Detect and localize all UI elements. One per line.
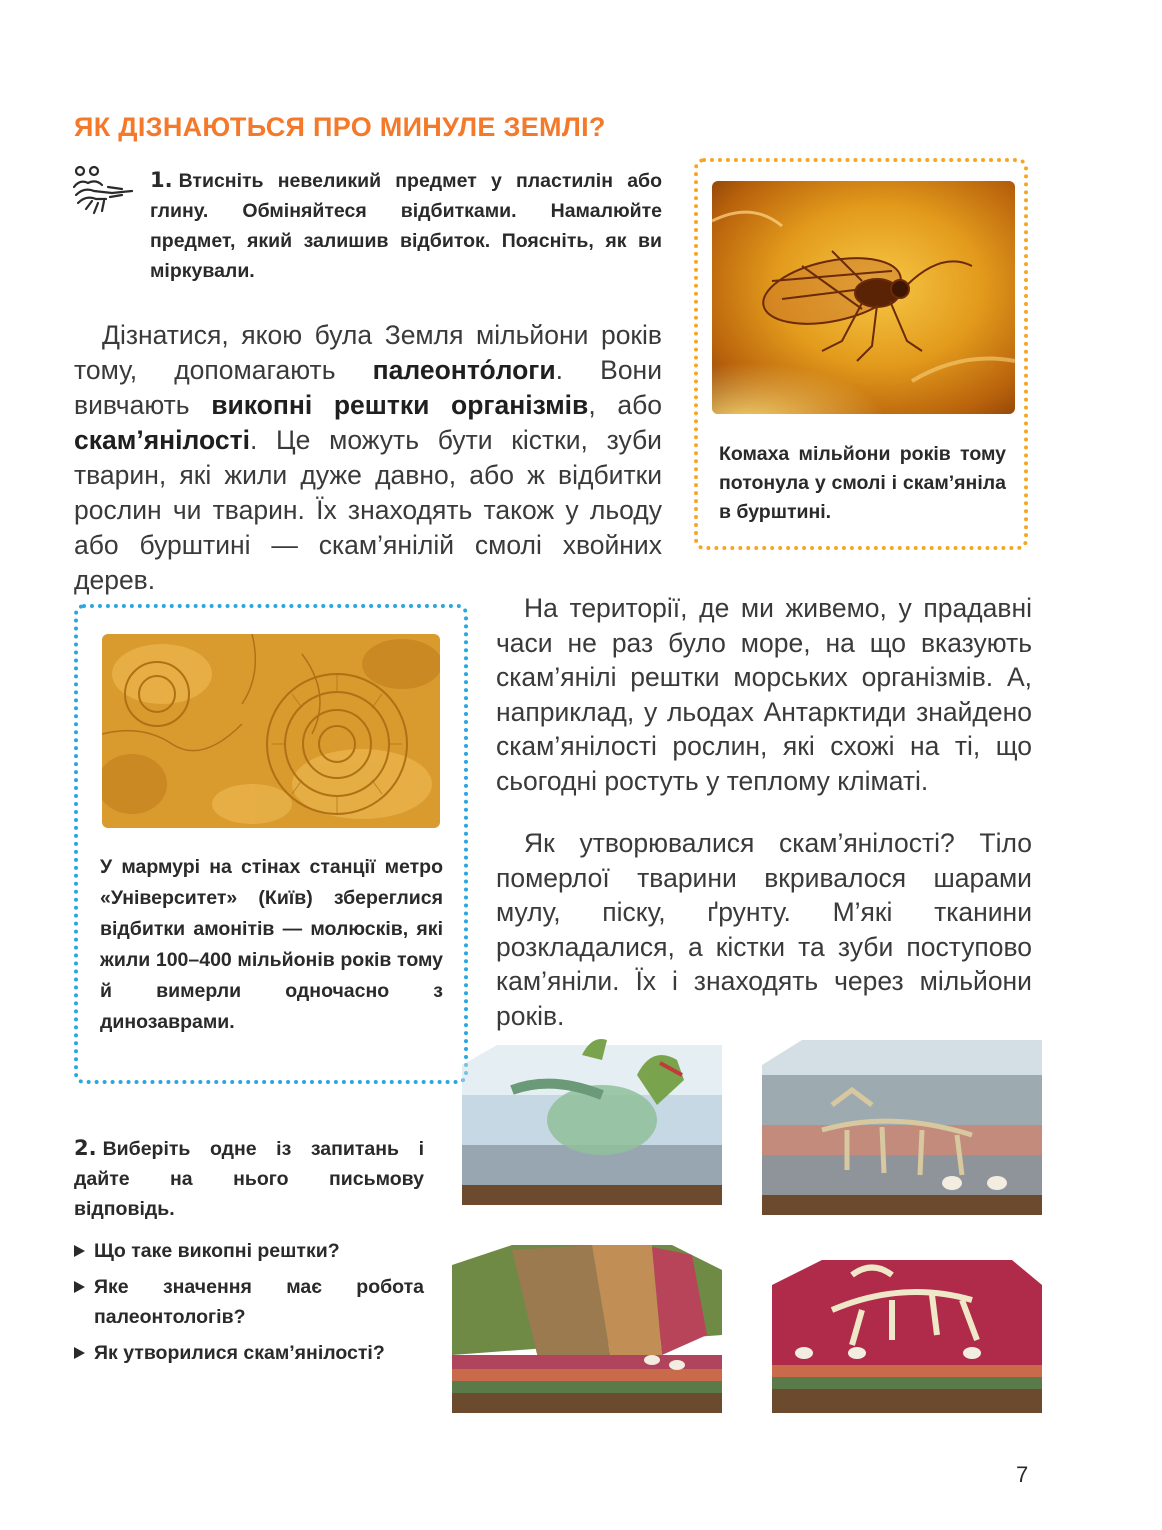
- term-fossil-remains: викопні рештки організмів: [211, 390, 589, 420]
- intro-text-3: , або: [588, 390, 662, 420]
- amber-insect-photo: [712, 181, 1015, 414]
- stage-4-excavated-fossil: [772, 1260, 1042, 1413]
- task-2: [74, 1133, 424, 1224]
- bullet-triangle-icon: [74, 1245, 85, 1257]
- amber-caption: Комаха мільйони років тому потонула у смолі і скам’яніла в бурштині.: [719, 443, 1006, 523]
- stage-1-dead-dinosaur: [462, 1039, 722, 1205]
- intro-text-1: Дізнатися, якою була Земля мільйони років тому, допомагають: [74, 320, 662, 385]
- page-number: 7: [1016, 1462, 1029, 1487]
- fossilization-stages-illustration: [452, 1035, 1044, 1420]
- formation-paragraph: [496, 826, 1032, 1033]
- term-paleontologists: палеонто́логи: [372, 355, 556, 385]
- question-text: Що таке викопні рештки?: [94, 1240, 340, 1262]
- sea-paragraph: [496, 591, 1032, 798]
- ammonite-marble-photo: [102, 634, 440, 828]
- task-1: [150, 165, 662, 286]
- formation-paragraph-text: Як утворювалися скам’янілості? Тіло померлої тварини вкривалося шарами мулу, піску, ґрунту. М’які тканини розкладалися, а кістки та зуби поступово кам’яніли. Їх і знаходять через мільйони років.: [496, 828, 1032, 1031]
- page-title: ЯК ДІЗНАЮТЬСЯ ПРО МИНУЛЕ ЗЕМЛІ?: [74, 112, 606, 142]
- bullet-triangle-icon: [74, 1347, 85, 1359]
- group-work-icon: [72, 165, 136, 217]
- question-item: [74, 1338, 424, 1368]
- task-1-number: 1.: [150, 168, 173, 192]
- term-fossils: скам’янілості: [74, 425, 250, 455]
- intro-text-4: . Це можуть бути кістки, зуби тварин, які жили дуже давно, або ж відбитки рослин чи тварин. Їх знаходять також у льоду або бурштині — скам’янілій смолі хвойних дерев.: [74, 425, 662, 595]
- task-2-number: 2.: [74, 1136, 97, 1160]
- stage-2-buried-skeleton: [762, 1040, 1042, 1215]
- question-item: [74, 1272, 424, 1332]
- intro-text-2: . Вони вивчають: [74, 355, 662, 420]
- intro-paragraph: [74, 318, 662, 598]
- stage-3-rock-layers: [452, 1245, 722, 1413]
- task-2-text: Виберіть одне із запитань і дайте на нього письмову відповідь.: [74, 1138, 424, 1220]
- question-list: [74, 1236, 424, 1374]
- bullet-triangle-icon: [74, 1281, 85, 1293]
- marble-caption: У мармурі на стінах станції метро «Університет» (Київ) збереглися відбитки амонітів — молюсків, які жили 100–400 мільйонів років тому й вимерли одночасно з динозаврами.: [100, 856, 443, 1033]
- question-item: [74, 1236, 424, 1266]
- task-1-text: Втисніть невеликий предмет у пластилін або глину. Обміняйтеся відбитками. Намалюйте предмет, який залишив відбиток. Поясніть, як ви міркували.: [150, 170, 662, 282]
- question-text: Яке значення має робота палеонтологів?: [94, 1276, 424, 1328]
- sea-paragraph-text: На території, де ми живемо, у прадавні часи не раз було море, на що вказують скам’янілі рештки морських організмів. А, наприклад, у льодах Антарктиди знайдено скам’янілості рослин, які схожі на ті, що сьогодні ростуть у теплому кліматі.: [496, 593, 1032, 796]
- question-text: Як утворилися скам’янілості?: [94, 1342, 385, 1364]
